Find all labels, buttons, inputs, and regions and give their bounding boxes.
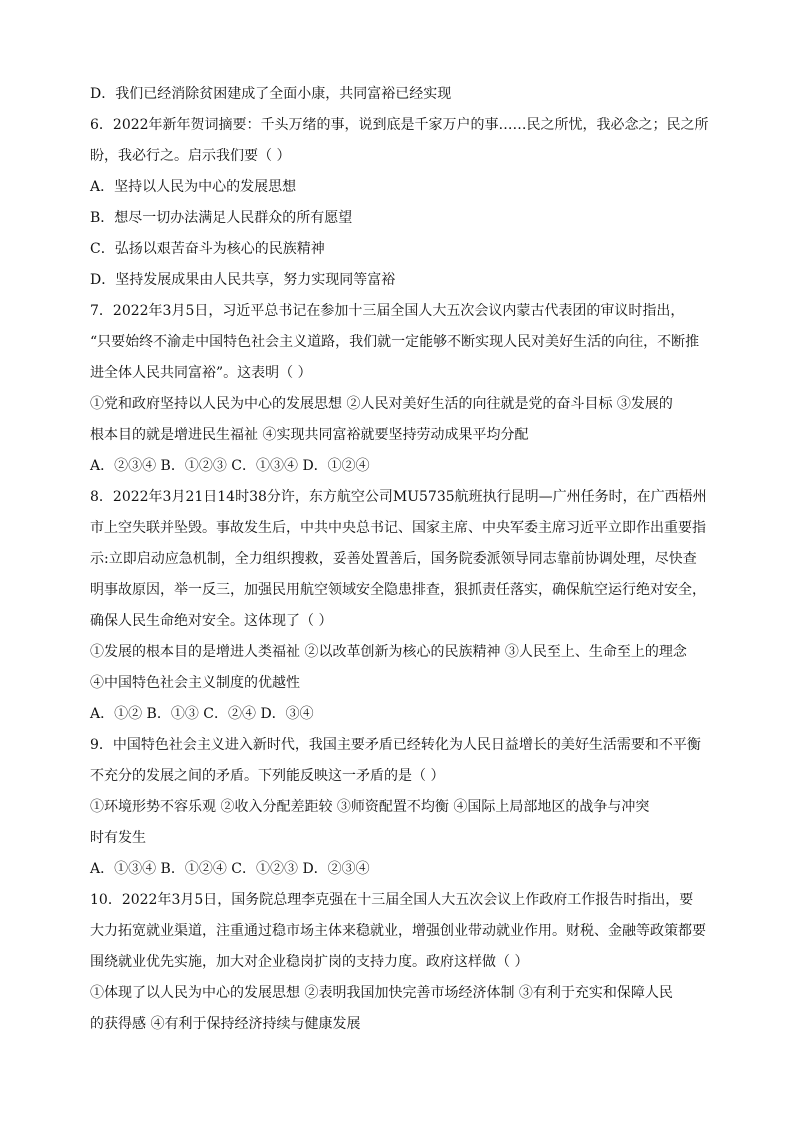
- question-8-stem-cont: 明事故原因，举一反三，加强民用航空领域安全隐患排查，狠抓责任落实，确保航空运行绝对安全，: [90, 582, 706, 598]
- question-8-stem-cont: 示:立即启动应急机制，全力组织搜救，妥善处置善后，国务院委派领导同志靠前协调处理，尽快查: [90, 551, 697, 567]
- question-10-stem-cont: 围绕就业优先实施，加大对企业稳岗扩岗的支持力度。政府这样做（ ）: [90, 954, 529, 970]
- question-7-statements: ①党和政府坚持以人民为中心的发展思想 ②人民对美好生活的向往就是党的奋斗目标 ③发展的: [90, 396, 673, 412]
- question-10-stem: 10．2022年3月5日，国务院总理李克强在十三届全国人大五次会议上作政府工作报告时指出，要: [90, 892, 694, 908]
- question-8-stem-cont: 确保人民生命绝对安全。这体现了（ ）: [90, 613, 333, 629]
- question-8-statements: ①发展的根本目的是增进人类福祉 ②以改革创新为核心的民族精神 ③人民至上、生命至上的理念: [90, 644, 687, 660]
- question-9-stem-cont: 不充分的发展之间的矛盾。下列能反映这一矛盾的是（ ）: [90, 768, 445, 784]
- question-6-option-d: D．坚持发展成果由人民共享，努力实现同等富裕: [90, 272, 396, 288]
- question-8-stem: 8．2022年3月21日14时38分许，东方航空公司MU5735航班执行昆明—广州任务时，在广西梧州: [90, 489, 707, 505]
- question-6-option-c: C．弘扬以艰苦奋斗为核心的民族精神: [90, 241, 325, 257]
- question-7-statements-cont: 根本目的就是增进民生福祉 ④实现共同富裕就要坚持劳动成果平均分配: [90, 427, 529, 443]
- question-6-option-b: B．想尽一切办法满足人民群众的所有愿望: [90, 210, 353, 226]
- question-8-options: A．①② B．①③ C．②④ D．③④: [90, 706, 314, 722]
- option-6-prev-d: D．我们已经消除贫困建成了全面小康，共同富裕已经实现: [90, 86, 452, 102]
- question-10-statements-cont: 的获得感 ④有利于保持经济持续与健康发展: [90, 1016, 361, 1032]
- question-7-stem-cont: 进全体人民共同富裕”。这表明（ ）: [90, 365, 312, 381]
- question-9-options: A．①③④ B．①②④ C．①②③ D．②③④: [90, 861, 370, 877]
- question-6-stem: 6．2022年新年贺词摘要：千头万绪的事，说到底是千家万户的事……民之所忧，我必念之；民之所: [90, 117, 709, 133]
- question-7-options: A．②③④ B．①②③ C．①③④ D．①②④: [90, 458, 370, 474]
- question-8-statements-cont: ④中国特色社会主义制度的优越性: [90, 675, 300, 691]
- question-6-stem-cont: 盼，我必行之。启示我们要（ ）: [90, 148, 291, 164]
- question-10-statements: ①体现了以人民为中心的发展思想 ②表明我国加快完善市场经济体制 ③有利于充实和保障人民: [90, 985, 673, 1001]
- question-8-stem-cont: 市上空失联并坠毁。事故发生后，中共中央总书记、国家主席、中央军委主席习近平立即作出重要指: [90, 520, 706, 536]
- question-6-option-a: A．坚持以人民为中心的发展思想: [90, 179, 297, 195]
- question-9-statements-cont: 时有发生: [90, 830, 146, 846]
- question-9-statements: ①环境形势不容乐观 ②收入分配差距较 ③师资配置不均衡 ④国际上局部地区的战争与冲突: [90, 799, 650, 815]
- question-7-stem: 7．2022年3月5日，习近平总书记在参加十三届全国人大五次会议内蒙古代表团的审议时指出，: [90, 303, 685, 319]
- question-text-block: [90, 79, 709, 1040]
- question-7-stem-cont: “只要始终不渝走中国特色社会主义道路，我们就一定能够不断实现人民对美好生活的向往，不断推: [90, 334, 700, 350]
- question-9-stem: 9．中国特色社会主义进入新时代，我国主要矛盾已经转化为人民日益增长的美好生活需要和不平衡: [90, 737, 701, 753]
- question-10-stem-cont: 大力拓宽就业渠道，注重通过稳市场主体来稳就业，增强创业带动就业作用。财税、金融等政策都要: [90, 923, 706, 939]
